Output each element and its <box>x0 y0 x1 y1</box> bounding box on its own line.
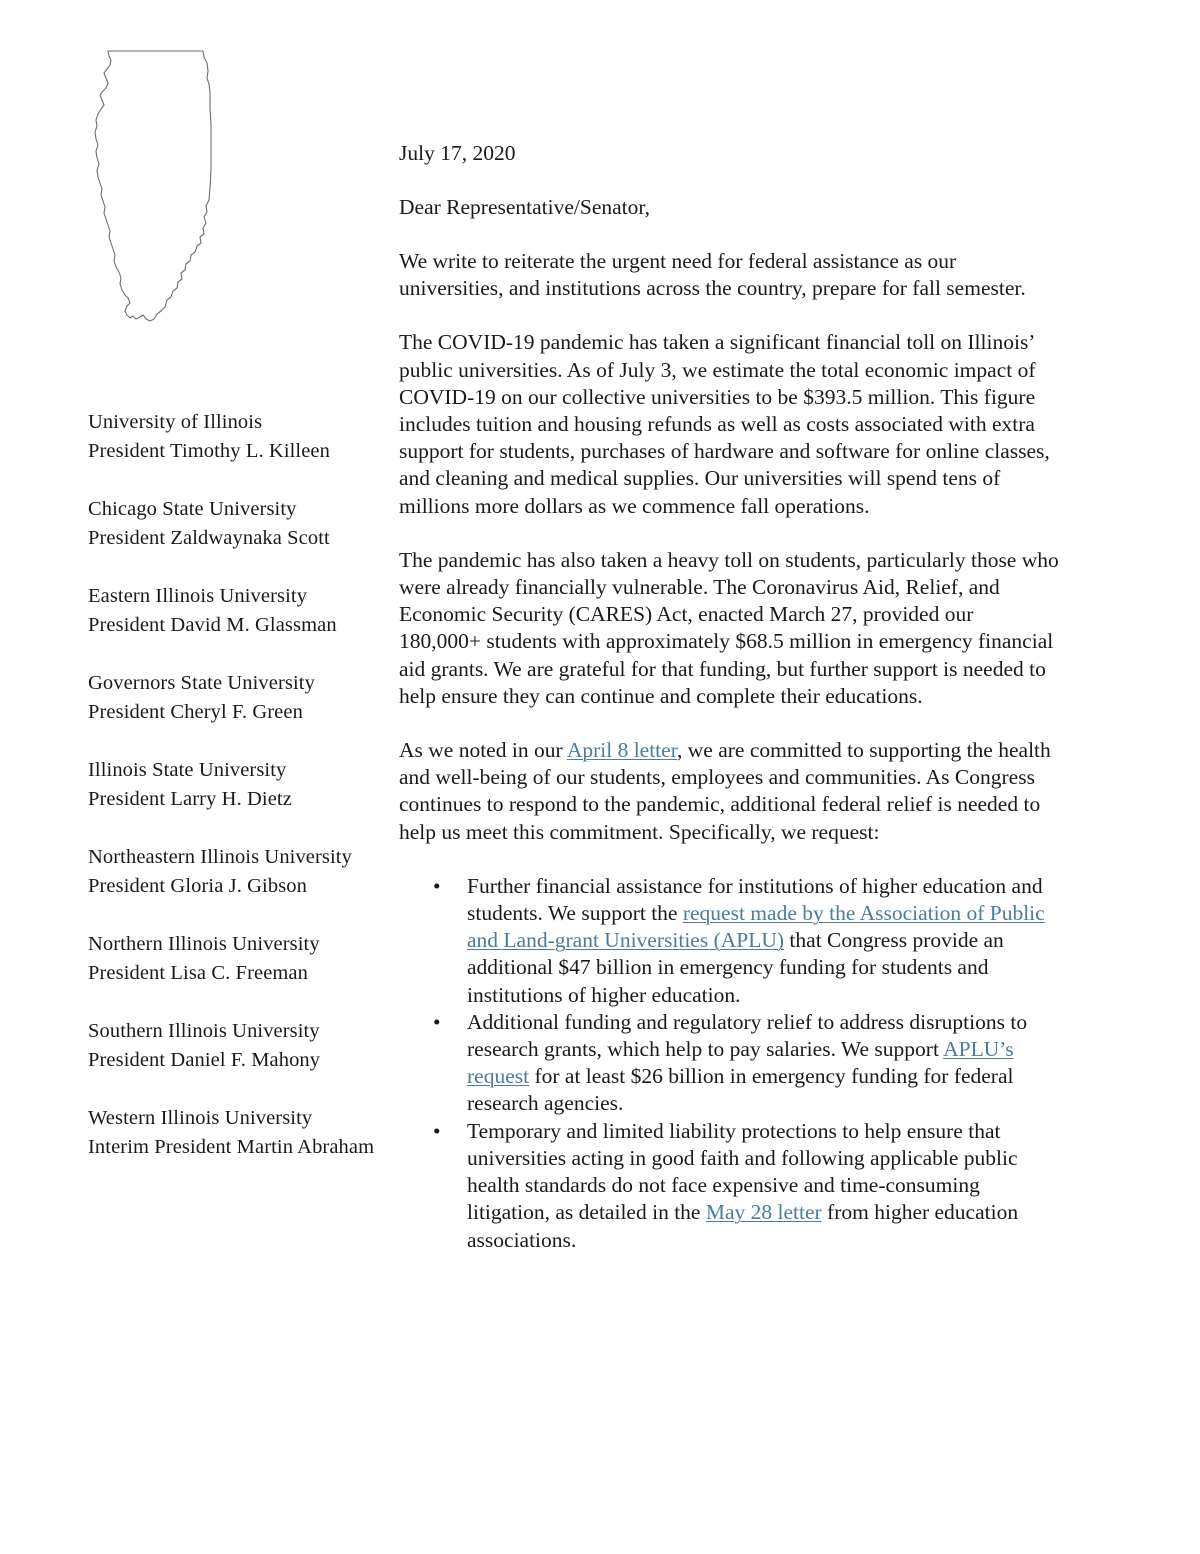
list-item <box>88 582 388 640</box>
paragraph-1: We write to reiterate the urgent need for federal assistance as our universities, and institutions across the country, prepare for fall semester. <box>399 249 1026 301</box>
institution-name: Western Illinois University <box>88 1107 313 1129</box>
letter-body <box>399 140 1059 1254</box>
paragraph-2: The COVID-19 pandemic has taken a significant financial toll on Illinois’ public universities. As of July 3, we estimate the total economic impact of COVID-19 on our collective universities to be $393.5 million. This figure includes tuition and housing refunds as well as costs associated with extra support for students, purchases of hardware and software for online classes, and cleaning and medical supplies. Our universities will spend tens of millions more dollars as we commence fall operations. <box>399 330 1050 518</box>
bullet-marker: • <box>433 873 441 898</box>
president-name: President Larry H. Dietz <box>88 788 292 810</box>
institution-name: Northeastern Illinois University <box>88 846 352 868</box>
president-name: President Gloria J. Gibson <box>88 875 307 897</box>
president-name: President Cheryl F. Green <box>88 701 303 723</box>
list-item <box>88 1017 388 1075</box>
aplus-request-link[interactable]: APLU’s request <box>467 1037 1014 1089</box>
request-2-text-before: Additional funding and regulatory relief to address disruptions to research grants, which help to pay salaries. We support <box>467 1009 1028 1062</box>
list-item <box>88 495 388 553</box>
bullet-marker: • <box>433 1118 441 1143</box>
illinois-state-outline-icon <box>94 30 294 360</box>
letter-date: July 17, 2020 <box>399 141 516 165</box>
request-3-text-before: Temporary and limited liability protections to help ensure that universities acting in good faith and following applicable public health standards do not face expensive and time-consuming litigation, as detailed in the <box>467 1118 1018 1225</box>
bullet-marker: • <box>433 1009 441 1034</box>
institution-name: Governors State University <box>88 672 315 694</box>
paragraph-4-text-before: As we noted in our <box>399 738 567 763</box>
list-item <box>88 669 388 727</box>
request-1-text-after: that Congress provide an additional $47 billion in emergency funding for students and institutions of higher education. <box>467 928 1004 1007</box>
president-name: President Lisa C. Freeman <box>88 962 308 984</box>
aplu-request-link[interactable]: request made by the Association of Public and Land-grant Universities (APLU) <box>467 901 1045 953</box>
may-28-letter-link[interactable]: May 28 letter <box>705 1200 822 1225</box>
list-item <box>88 756 388 814</box>
list-item <box>88 843 388 901</box>
list-item <box>88 1104 388 1162</box>
institution-name: Eastern Illinois University <box>88 585 308 607</box>
request-list <box>399 873 1059 1254</box>
list-item <box>399 1118 1059 1254</box>
paragraph-3: The pandemic has also taken a heavy toll on students, particularly those who were already financially vulnerable. The Coronavirus Aid, Relief, and Economic Security (CARES) Act, enacted March 27, provided our 180,000+ students with approximately $68.5 million in emergency financial aid grants. We are grateful for that funding, but further support is needed to help ensure they can continue and complete their educations. <box>399 547 1059 708</box>
request-2-text-after: for at least $26 billion in emergency funding for federal research agencies. <box>467 1064 1014 1116</box>
list-item <box>399 873 1059 1009</box>
paragraph-4 <box>399 737 1059 846</box>
list-item <box>399 1009 1059 1118</box>
president-name: President Zaldwaynaka Scott <box>88 527 330 549</box>
list-item <box>88 408 388 466</box>
institution-name: Chicago State University <box>88 498 297 520</box>
list-item <box>88 930 388 988</box>
institution-name: Northern Illinois University <box>88 933 320 955</box>
signatory-column <box>88 30 388 1191</box>
president-name: President Timothy L. Killeen <box>88 440 330 462</box>
signatory-list <box>88 408 388 1162</box>
president-name: Interim President Martin Abraham <box>88 1136 375 1158</box>
april-8-letter-link[interactable]: April 8 letter <box>566 738 677 763</box>
request-1-text-before: Further financial assistance for institutions of higher education and students. We support the <box>467 873 1043 926</box>
president-name: President David M. Glassman <box>88 614 337 636</box>
salutation: Dear Representative/Senator, <box>399 195 651 219</box>
institution-name: Illinois State University <box>88 759 287 781</box>
institution-name: University of Illinois <box>88 411 263 433</box>
paragraph-4-text-after: , we are committed to supporting the health and well-being of our students, employees and communities. As Congress continues to respond to the pandemic, additional federal relief is needed to help us meet this commitment. Specifically, we request: <box>399 738 1051 844</box>
institution-name: Southern Illinois University <box>88 1020 320 1042</box>
request-3-text-after: from higher education associations. <box>467 1200 1019 1252</box>
president-name: President Daniel F. Mahony <box>88 1049 321 1071</box>
